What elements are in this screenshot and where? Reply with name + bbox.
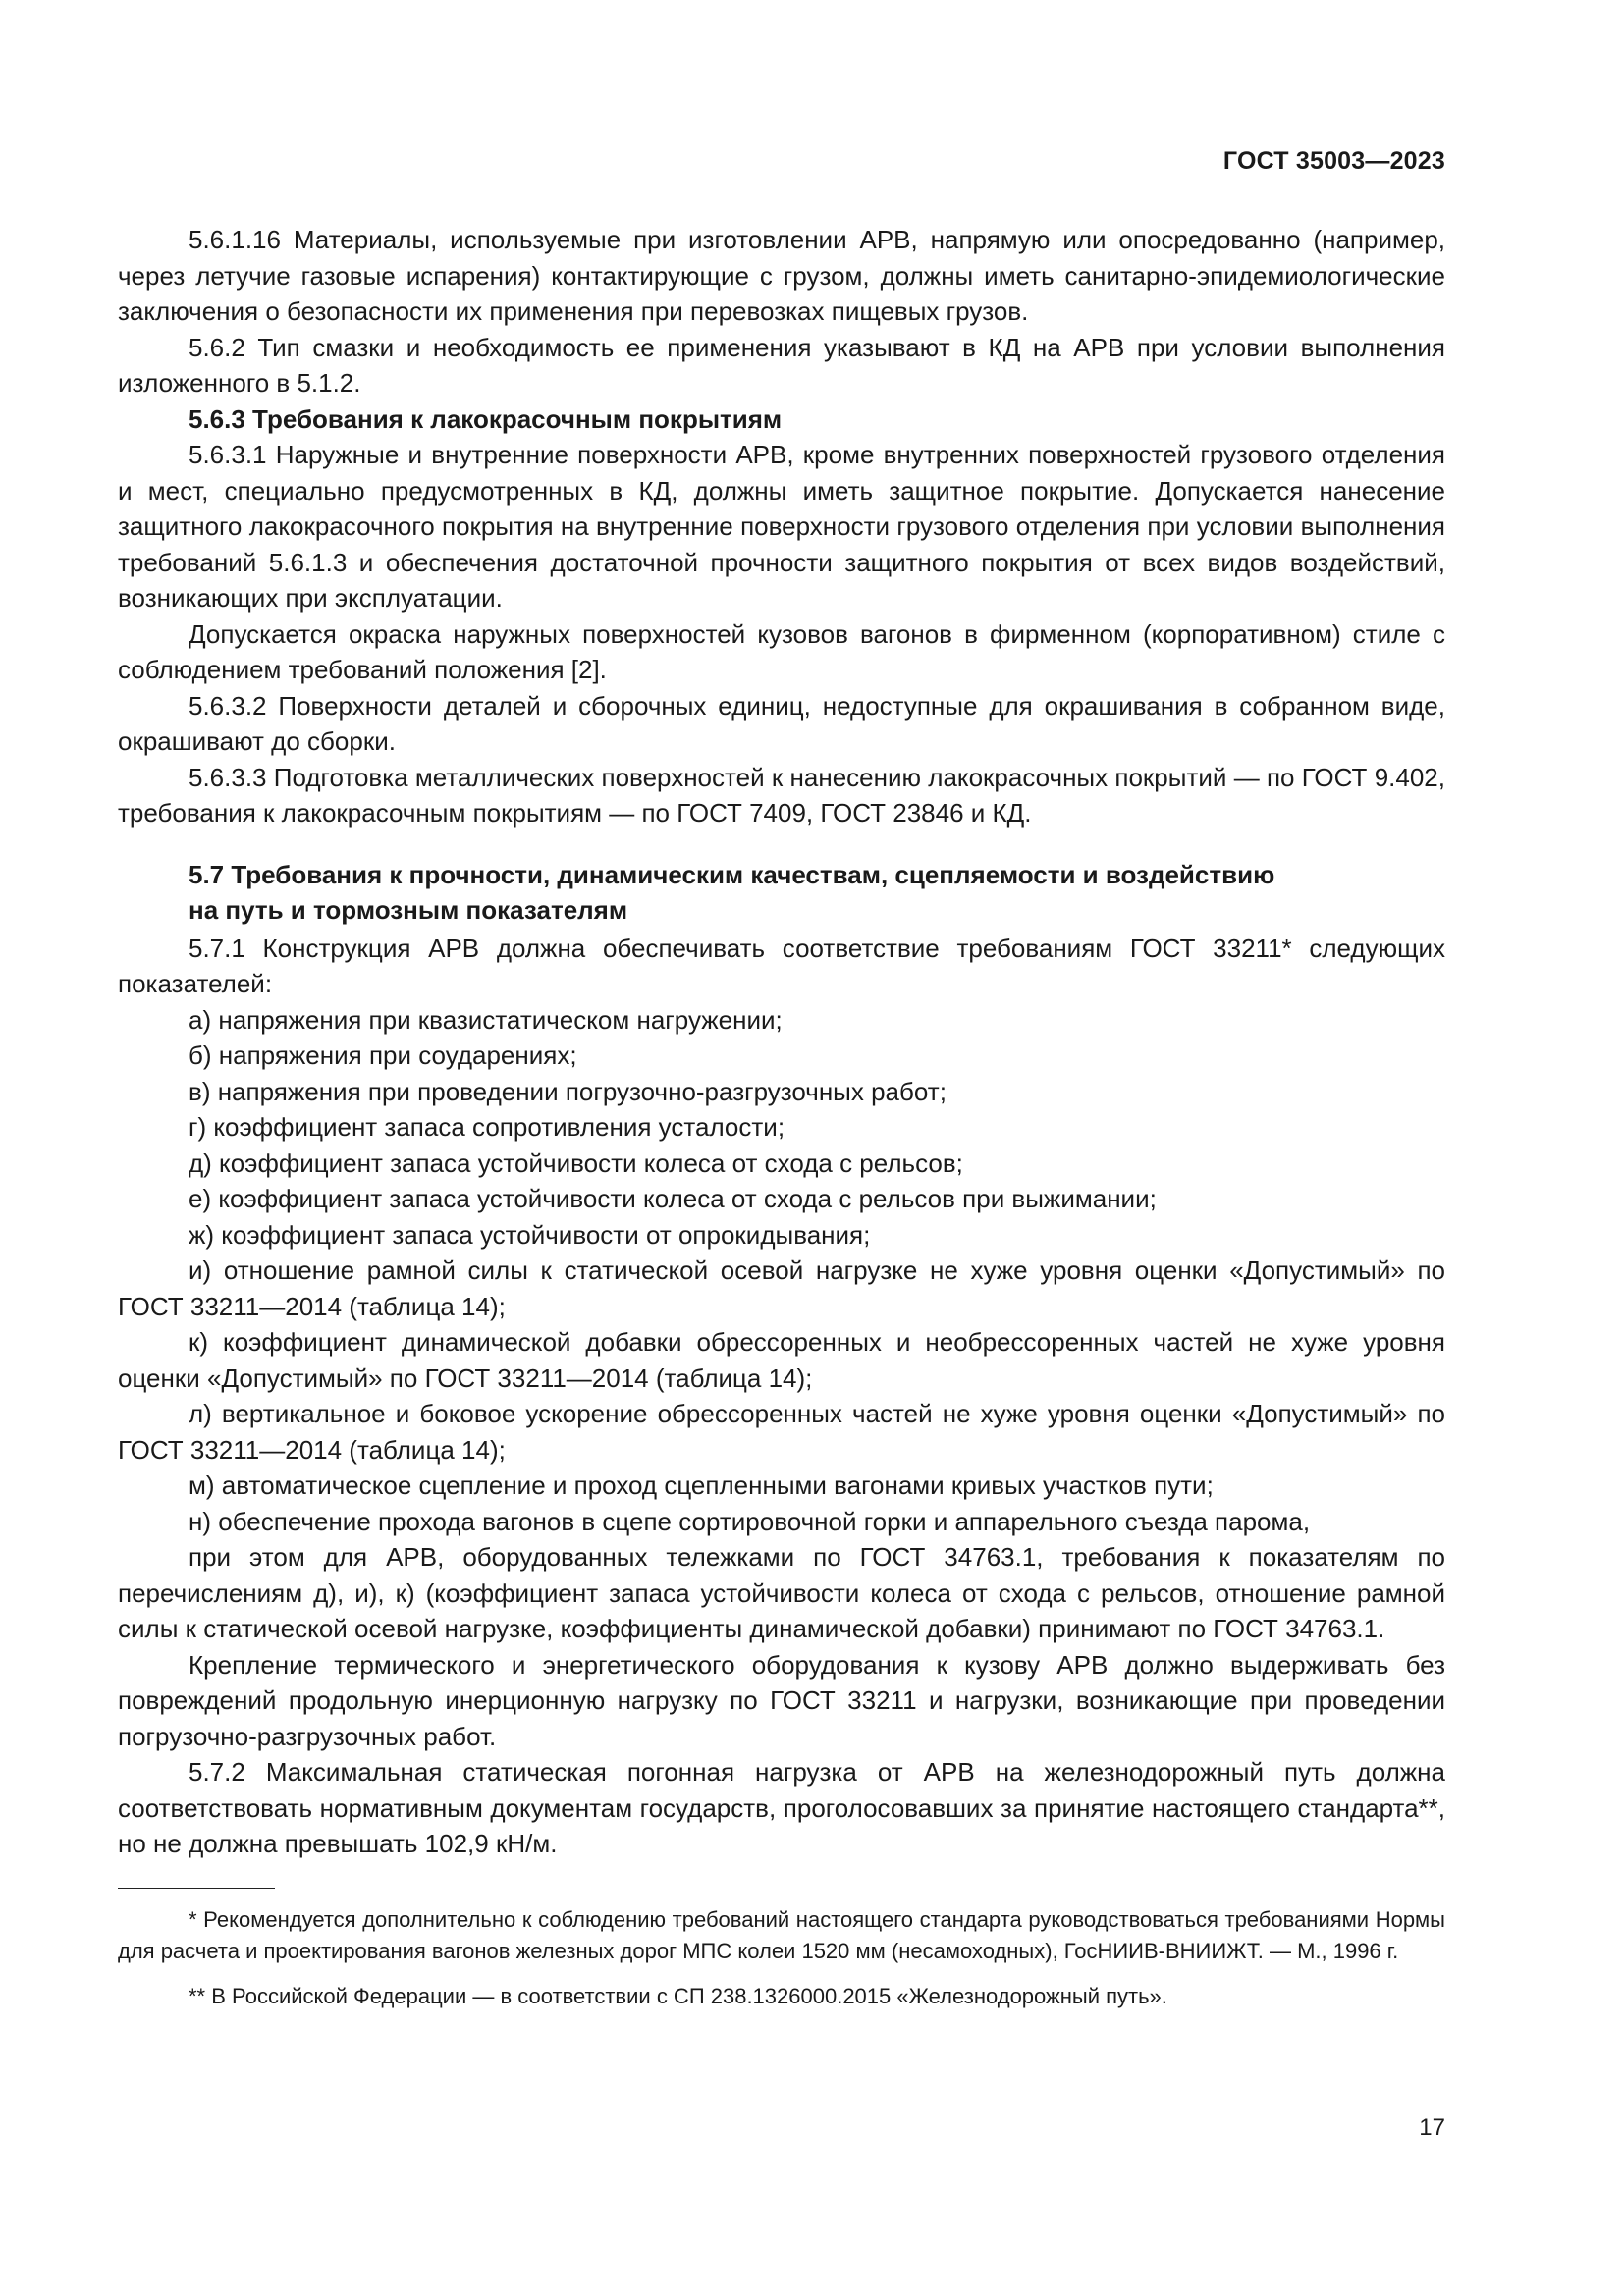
list-item-g: г) коэффициент запаса сопротивления усталости;: [189, 1112, 785, 1142]
list-item-v: в) напряжения при проведении погрузочно-разгрузочных работ;: [189, 1076, 947, 1106]
paragraph-5-6-3-1: 5.6.3.1 Наружные и внутренние поверхности АРВ, кроме внутренних поверхностей грузового отделения и мест, специально предусмотренных в КД, должны иметь защитное покрытие. Допускается нанесение защитного лакокрасочного покрытия на внутренние поверхности грузового отделения при условии выполнения требований 5.6.1.3 и обеспечения достаточной прочности защитного покрытия от всех видов воздействий, возникающих при эксплуатации.: [118, 440, 1445, 613]
paragraph-5-6-1-16: 5.6.1.16 Материалы, используемые при изготовлении АРВ, напрямую или опосредованно (например, через летучие газовые испарения) контактирующие с грузом, должны иметь санитарно-эпидемиологические заключения о безопасности их применения при перевозках пищевых грузов.: [118, 225, 1445, 326]
list-item-i: и) отношение рамной силы к статической осевой нагрузке не хуже уровня оценки «Допустимый» по ГОСТ 33211—2014 (таблица 14);: [118, 1255, 1445, 1321]
footnote-divider: [118, 1888, 275, 1889]
paragraph-5-7-1: 5.7.1 Конструкция АРВ должна обеспечивать соответствие требованиям ГОСТ 33211* следующих показателей:: [118, 933, 1445, 998]
list-item-d: д) коэффициент запаса устойчивости колеса от схода с рельсов;: [189, 1148, 963, 1178]
paragraph-5-6-3-2: 5.6.3.2 Поверхности деталей и сборочных единиц, недоступные для окрашивания в собранном виде, окрашивают до сборки.: [118, 690, 1445, 756]
footnote-1: * Рекомендуется дополнительно к соблюдению требований настоящего стандарта руководствоваться требованиями Нормы для расчета и проектирования вагонов железных дорог МПС колеи 1520 мм (несамоходных), ГосНИИВ-ВНИИЖТ. — М., 1996 г.: [118, 1906, 1445, 1963]
list-item-n: н) обеспечение прохода вагонов в сцепе сортировочной горки и аппарельного съезда парома,: [189, 1506, 1311, 1536]
paragraph-equipment-fastening: Крепление термического и энергетического оборудования к кузову АРВ должно выдерживать без повреждений продольную инерционную нагрузку по ГОСТ 33211 и нагрузки, возникающие при проведении погрузочно-разгрузочных работ.: [118, 1649, 1445, 1751]
paragraph-corporate-style: Допускается окраска наружных поверхностей кузовов вагонов в фирменном (корпоративном) стиле с соблюдением требований положения [2].: [118, 618, 1445, 684]
list-item-l: л) вертикальное и боковое ускорение обрессоренных частей не хуже уровня оценки «Допустимый» по ГОСТ 33211—2014 (таблица 14);: [118, 1399, 1445, 1465]
list-item-m: м) автоматическое сцепление и проход сцепленными вагонами кривых участков пути;: [189, 1470, 1214, 1500]
section-heading-5-7: [118, 857, 1445, 929]
heading-5-6-3: 5.6.3 Требования к лакокрасочным покрытиям: [189, 403, 783, 434]
paragraph-5-6-3-3: 5.6.3.3 Подготовка металлических поверхностей к нанесению лакокрасочных покрытий — по ГОСТ 9.402, требования к лакокрасочным покрытиям — по ГОСТ 7409, ГОСТ 23846 и КД.: [118, 762, 1445, 828]
list-item-b: б) напряжения при соударениях;: [189, 1041, 577, 1070]
paragraph-5-6-2: 5.6.2 Тип смазки и необходимость ее применения указывают в КД на АРВ при условии выполнения изложенного в 5.1.2.: [118, 332, 1445, 398]
footnote-2: ** В Российской Федерации — в соответствии с СП 238.1326000.2015 «Железнодорожный путь».: [189, 1983, 1167, 2008]
list-item-a: а) напряжения при квазистатическом нагружении;: [189, 1004, 783, 1035]
list-item-zh: ж) коэффициент запаса устойчивости от опрокидывания;: [189, 1219, 871, 1250]
document-code-header: ГОСТ 35003—2023: [1222, 147, 1445, 175]
section-heading-5-7-line1: 5.7 Требования к прочности, динамическим качествам, сцепляемости и воздействию: [189, 859, 1275, 889]
page-body: [118, 222, 1445, 2012]
paragraph-bogie-note: при этом для АРВ, оборудованных тележками по ГОСТ 34763.1, требования к показателям по перечислениям д), и), к) (коэффициент запаса устойчивости колеса от схода с рельсов, отношение рамной силы к статической осевой нагрузке, коэффициенты динамической добавки) принимают по ГОСТ 34763.1.: [118, 1542, 1445, 1643]
list-item-k: к) коэффициент динамической добавки обрессоренных и необрессоренных частей не хуже уровня оценки «Допустимый» по ГОСТ 33211—2014 (таблица 14);: [118, 1327, 1445, 1393]
page-number: 17: [1419, 2114, 1445, 2141]
section-heading-5-7-line2: на путь и тормозным показателям: [189, 895, 628, 925]
paragraph-5-7-2: 5.7.2 Максимальная статическая погонная нагрузка от АРВ на железнодорожный путь должна соответствовать нормативным документам государств, проголосовавших за принятие настоящего стандарта**, но не должна превышать 102,9 кН/м.: [118, 1757, 1445, 1858]
list-item-e: е) коэффициент запаса устойчивости колеса от схода с рельсов при выжимании;: [189, 1184, 1157, 1213]
